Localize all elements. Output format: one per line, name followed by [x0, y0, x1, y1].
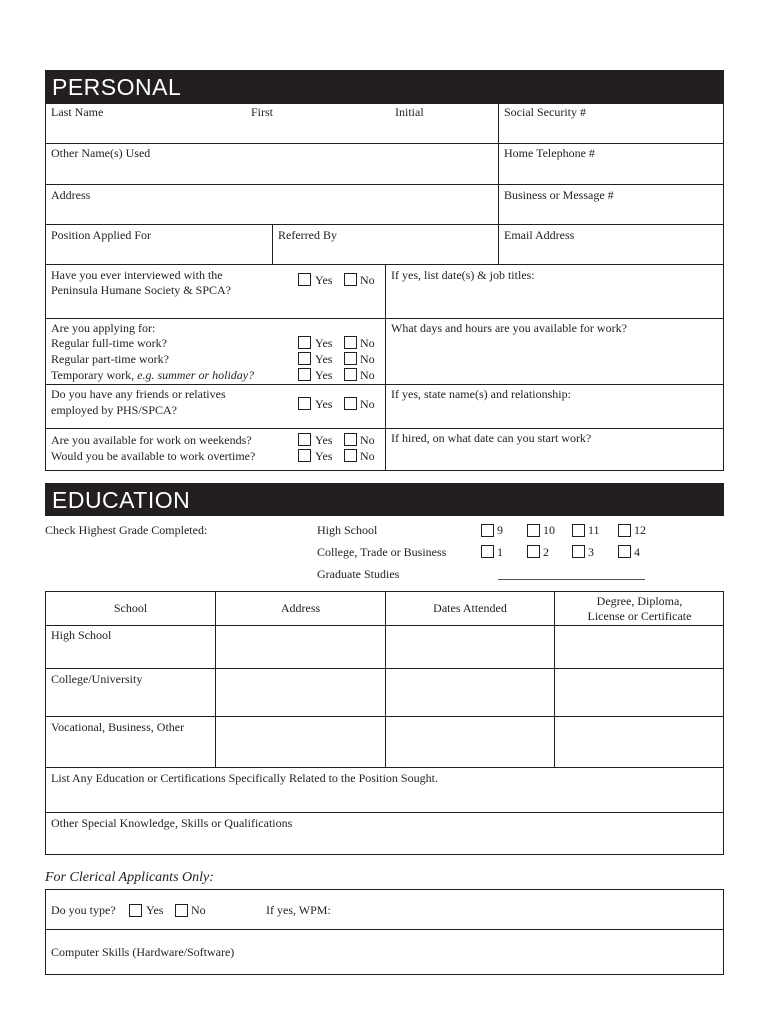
- interviewed-followup-label: If yes, list date(s) & job titles:: [391, 268, 535, 282]
- no-label: No: [360, 273, 375, 287]
- college-year-1-checkbox[interactable]: [481, 545, 494, 558]
- year-label: 3: [588, 545, 594, 559]
- part-time-label: Regular part-time work?: [51, 352, 169, 366]
- initial-label: Initial: [395, 105, 424, 119]
- grade-10-checkbox[interactable]: [527, 524, 540, 537]
- weekends-label: Are you available for work on weekends?: [51, 433, 252, 447]
- list-education-field[interactable]: [46, 787, 723, 811]
- computer-skills-label: Computer Skills (Hardware/Software): [51, 945, 235, 959]
- email-label: Email Address: [504, 228, 575, 242]
- yes-label: Yes: [315, 352, 333, 366]
- grade-label: 10: [543, 523, 555, 537]
- home-phone-field[interactable]: [499, 162, 723, 183]
- college-year-2-checkbox[interactable]: [527, 545, 540, 558]
- do-you-type-label: Do you type?: [51, 903, 116, 917]
- no-label: No: [191, 903, 206, 917]
- table-row-divider: [45, 767, 724, 768]
- interviewed-details-field[interactable]: [386, 284, 723, 317]
- personal-section-title: PERSONAL: [52, 74, 182, 100]
- column-header-degree-line1: Degree, Diploma,: [596, 594, 683, 608]
- year-label: 4: [634, 545, 640, 559]
- ssn-field[interactable]: [499, 120, 723, 142]
- start-date-label: If hired, on what date can you start work?: [391, 431, 592, 445]
- other-skills-label: Other Special Knowledge, Skills or Qualifications: [51, 816, 293, 830]
- other-names-label: Other Name(s) Used: [51, 146, 151, 160]
- yes-label: Yes: [315, 336, 333, 350]
- overtime-yes-checkbox[interactable]: [298, 449, 311, 462]
- business-phone-label: Business or Message #: [504, 188, 614, 202]
- ssn-label: Social Security #: [504, 105, 586, 119]
- first-name-label: First: [251, 105, 274, 119]
- yes-label: Yes: [315, 397, 333, 411]
- position-label: Position Applied For: [51, 228, 152, 242]
- wpm-label: If yes, WPM:: [266, 903, 331, 917]
- row-divider: [45, 929, 724, 930]
- education-section-title: EDUCATION: [52, 487, 191, 513]
- friends-followup-label: If yes, state name(s) and relationship:: [391, 387, 571, 401]
- graduate-studies-label: Graduate Studies: [317, 567, 400, 581]
- days-hours-field[interactable]: [386, 337, 723, 383]
- no-label: No: [360, 336, 375, 350]
- vocational-degree-cell[interactable]: [555, 717, 723, 766]
- college-trade-label: College, Trade or Business: [317, 545, 447, 559]
- address-field[interactable]: [46, 203, 497, 223]
- friends-details-field[interactable]: [386, 403, 723, 427]
- yes-label: Yes: [315, 433, 333, 447]
- home-phone-label: Home Telephone #: [504, 146, 595, 160]
- grade-label: 11: [588, 523, 600, 537]
- overtime-no-checkbox[interactable]: [344, 449, 357, 462]
- temporary-example: e.g. summer or holiday?: [137, 368, 255, 382]
- row-divider: [45, 143, 724, 144]
- no-label: No: [360, 449, 375, 463]
- education-section-header: [45, 483, 724, 516]
- row-divider: [45, 184, 724, 185]
- referred-by-field[interactable]: [273, 243, 497, 263]
- days-hours-label: What days and hours are you available for work?: [391, 321, 627, 335]
- name-field[interactable]: [46, 120, 497, 142]
- friends-no-checkbox[interactable]: [344, 397, 357, 410]
- interviewed-yes-checkbox[interactable]: [298, 273, 311, 286]
- table-row-divider: [45, 812, 724, 813]
- interviewed-question-line2: Peninsula Humane Society & SPCA?: [51, 283, 231, 297]
- graduate-studies-field[interactable]: [498, 579, 645, 580]
- no-label: No: [360, 397, 375, 411]
- college-address-cell[interactable]: [216, 669, 384, 715]
- grade-label: 9: [497, 523, 503, 537]
- applying-for-label: Are you applying for:: [51, 321, 156, 335]
- computer-skills-field[interactable]: [46, 960, 723, 974]
- last-name-label: Last Name: [51, 105, 104, 119]
- no-label: No: [360, 368, 375, 382]
- high-school-degree-cell[interactable]: [555, 626, 723, 667]
- friends-question-line2: employed by PHS/SPCA?: [51, 403, 178, 417]
- type-yes-checkbox[interactable]: [129, 904, 142, 917]
- year-label: 2: [543, 545, 549, 559]
- grade-label: 12: [634, 523, 646, 537]
- college-year-4-checkbox[interactable]: [618, 545, 631, 558]
- high-school-address-cell[interactable]: [216, 626, 384, 667]
- column-header-address: Address: [280, 601, 321, 615]
- vocational-address-cell[interactable]: [216, 717, 384, 766]
- high-school-label: High School: [317, 523, 378, 537]
- vocational-dates-cell[interactable]: [386, 717, 553, 766]
- no-label: No: [360, 433, 375, 447]
- college-year-3-checkbox[interactable]: [572, 545, 585, 558]
- row-label-high-school: High School: [51, 628, 112, 642]
- other-skills-field[interactable]: [46, 832, 723, 854]
- yes-label: Yes: [315, 273, 333, 287]
- temporary-yes-checkbox[interactable]: [298, 368, 311, 381]
- friends-yes-checkbox[interactable]: [298, 397, 311, 410]
- wpm-field[interactable]: [340, 897, 723, 927]
- grade-12-checkbox[interactable]: [618, 524, 631, 537]
- full-time-yes-checkbox[interactable]: [298, 336, 311, 349]
- grade-11-checkbox[interactable]: [572, 524, 585, 537]
- check-highest-label: Check Highest Grade Completed:: [45, 523, 208, 537]
- weekends-no-checkbox[interactable]: [344, 433, 357, 446]
- start-date-field[interactable]: [386, 447, 723, 470]
- business-phone-field[interactable]: [499, 203, 723, 223]
- yes-label: Yes: [315, 449, 333, 463]
- weekends-yes-checkbox[interactable]: [298, 433, 311, 446]
- column-header-degree-line2: License or Certificate: [587, 609, 692, 623]
- position-field[interactable]: [46, 243, 271, 263]
- column-header-dates: Dates Attended: [433, 601, 507, 615]
- list-education-label: List Any Education or Certifications Specifically Related to the Position Sought.: [51, 771, 438, 785]
- row-label-college: College/University: [51, 672, 143, 686]
- yes-label: Yes: [146, 903, 164, 917]
- college-dates-cell[interactable]: [386, 669, 553, 715]
- clerical-section-title: For Clerical Applicants Only:: [45, 870, 214, 885]
- friends-question-line1: Do you have any friends or relatives: [51, 387, 226, 401]
- yes-label: Yes: [315, 368, 333, 382]
- no-label: No: [360, 352, 375, 366]
- part-time-yes-checkbox[interactable]: [298, 352, 311, 365]
- email-field[interactable]: [499, 243, 723, 263]
- full-time-label: Regular full-time work?: [51, 336, 167, 350]
- year-label: 1: [497, 545, 503, 559]
- college-degree-cell[interactable]: [555, 669, 723, 715]
- temporary-text: Temporary work,: [51, 368, 135, 382]
- part-time-no-checkbox[interactable]: [344, 352, 357, 365]
- column-header-school: School: [113, 601, 148, 615]
- row-divider: [45, 224, 724, 225]
- other-names-field[interactable]: [46, 162, 497, 183]
- full-time-no-checkbox[interactable]: [344, 336, 357, 349]
- interviewed-no-checkbox[interactable]: [344, 273, 357, 286]
- high-school-dates-cell[interactable]: [386, 626, 553, 667]
- type-no-checkbox[interactable]: [175, 904, 188, 917]
- overtime-label: Would you be available to work overtime?: [51, 449, 256, 463]
- temporary-label: [51, 368, 254, 383]
- row-label-vocational: Vocational, Business, Other: [51, 720, 185, 734]
- referred-by-label: Referred By: [278, 228, 337, 242]
- temporary-no-checkbox[interactable]: [344, 368, 357, 381]
- address-label: Address: [51, 188, 91, 202]
- interviewed-question-line1: Have you ever interviewed with the: [51, 268, 223, 282]
- personal-section-header: [45, 70, 724, 103]
- grade-9-checkbox[interactable]: [481, 524, 494, 537]
